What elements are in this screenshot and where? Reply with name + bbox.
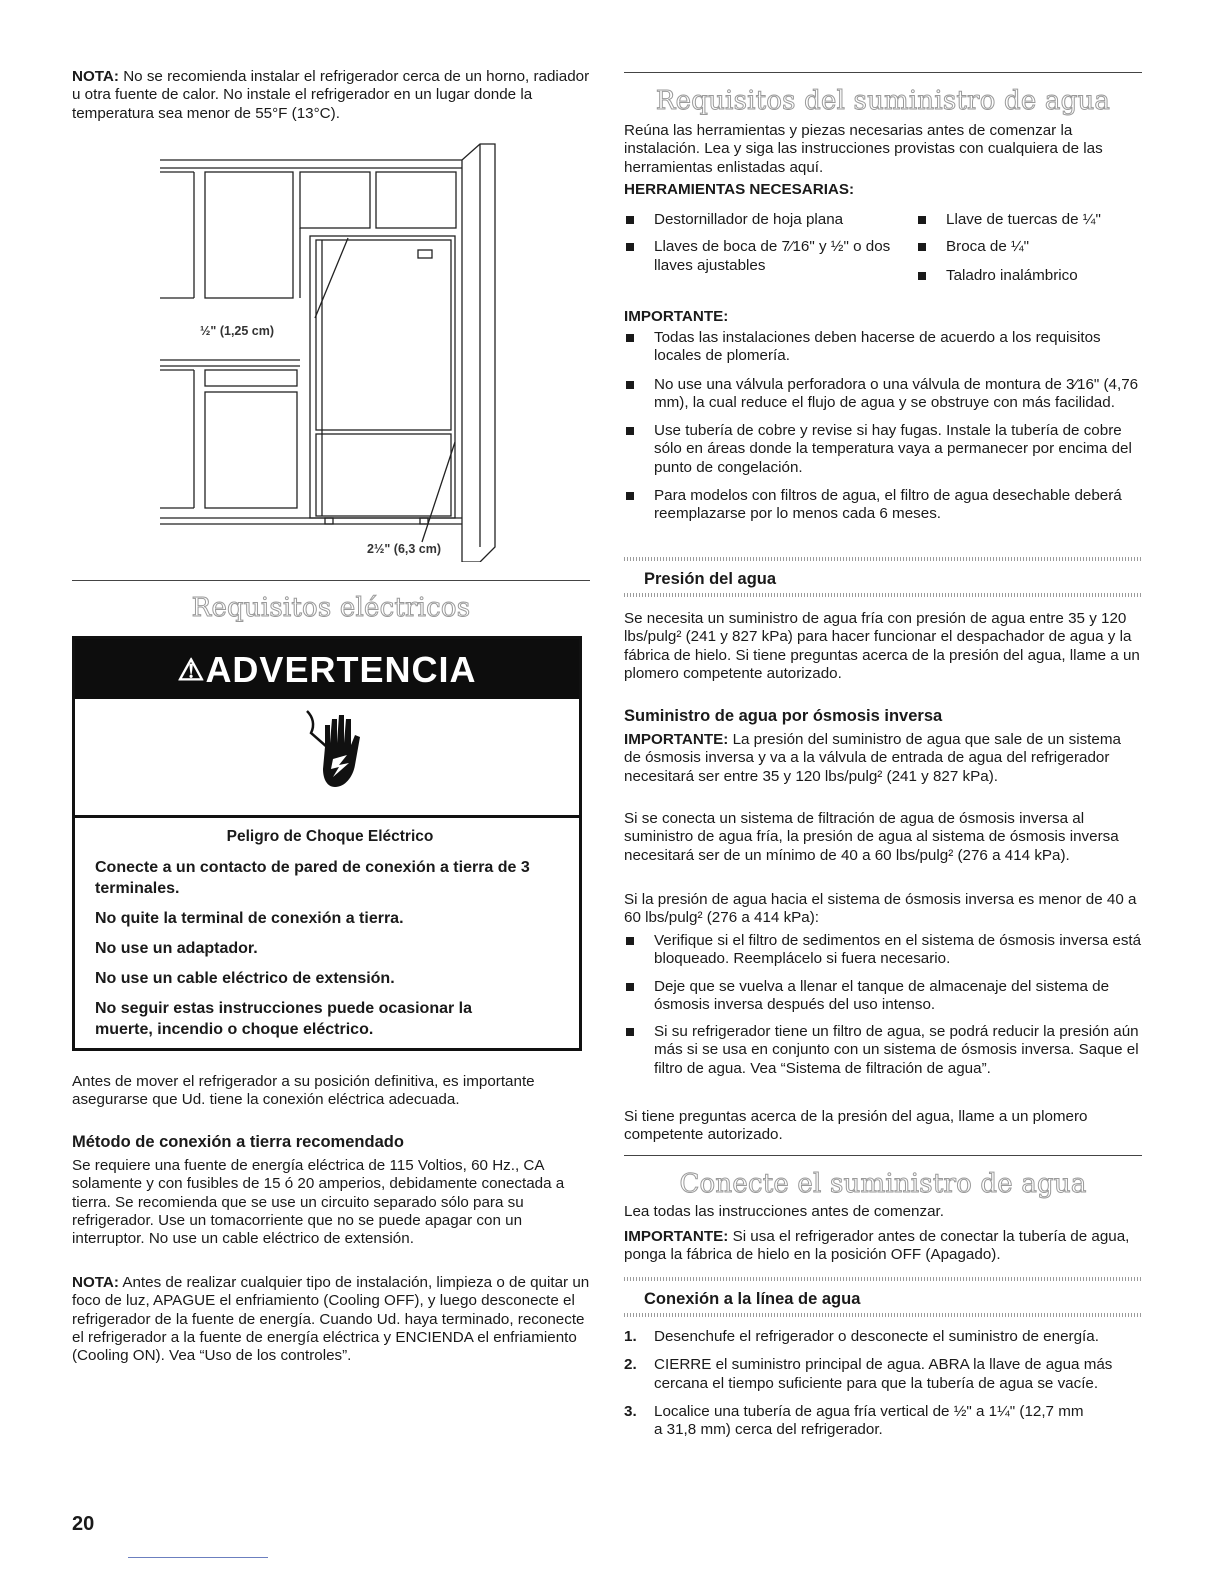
step-number: 2. [624, 1356, 637, 1374]
list-item: Si su refrigerador tiene un filtro de agua, se podrá reducir la presión aún más si se usa en conjunto con un sistema de ósmosis inversa. Saque el filtro de agua. Vea “Sistema de filtración de agua”. [624, 1023, 1142, 1078]
nota2-label: NOTA: [72, 1274, 119, 1291]
section-divider [624, 1155, 1142, 1156]
list-item: Deje que se vuelva a llenar el tanque de almacenaje del sistema de ósmosis inversa después del uso intenso. [624, 978, 1142, 1015]
step-number: 3. [624, 1402, 637, 1420]
ro-closing: Si tiene preguntas acerca de la presión del agua, llame a un plomero competente autorizado. [624, 1108, 1088, 1144]
section-divider [624, 72, 1142, 73]
hatch-rule [624, 593, 1142, 597]
warning-body [95, 826, 565, 1040]
installation-diagram [150, 142, 500, 562]
method-text: Se requiere una fuente de energía eléctrica de 115 Voltios, 60 Hz., CA solamente y con fusibles de 15 ó 20 amperios, debidamente conectada a tierra. Se recomienda que se use un circuito separado sólo para su refrigerador. Use un tomacorriente que no se puede apagar con un interruptor. No use un cable eléctrico de extensión. [72, 1157, 565, 1248]
ro-list [624, 932, 1142, 1078]
ro-important-label: IMPORTANTE: [624, 731, 729, 748]
step-text: Desenchufe el refrigerador o desconecte el suministro de energía. [654, 1328, 1099, 1345]
connect-intro: Lea todas las instrucciones antes de comenzar. [624, 1203, 944, 1220]
warning-box [72, 636, 582, 1051]
warning-triangle-icon: ⚠ [177, 654, 206, 687]
warning-divider [75, 815, 579, 818]
nota2-text: Antes de realizar cualquier tipo de instalación, limpieza o de quitar un foco de luz, APAGUE el enfriamiento (Cooling OFF), y luego desconecte el refrigerador de la fuente de energía. Cuando Ud. haya terminado, reconecte el refrigerador a la fuente de energía eléctrica y ENCIENDA el enfriamiento (Cooling ON). Vea “Uso de los controles”. [72, 1274, 590, 1365]
page-number: 20 [72, 1513, 95, 1535]
section-title-electrical: Requisitos eléctricos [191, 593, 471, 623]
connect-important [624, 1228, 1142, 1265]
warning-line: Conecte a un contacto de pared de conexión a tierra de 3 terminales. [95, 859, 530, 897]
list-item: Destornillador de hoja plana [624, 211, 896, 229]
warning-line: No use un cable eléctrico de extensión. [95, 970, 395, 987]
list-item: Broca de ¼" [916, 238, 1142, 256]
electric-shock-hand-icon [303, 707, 373, 797]
warning-line: No use un adaptador. [95, 940, 258, 957]
list-item: Verifique si el filtro de sedimentos en el sistema de ósmosis inversa está bloqueado. Reemplácelo si fuera necesario. [624, 932, 1142, 969]
tools-list-2 [916, 211, 1142, 285]
ro-paragraph-3: Si la presión de agua hacia el sistema de ósmosis inversa es menor de 40 a 60 lbs/pulg² (276 a 414 kPa): [624, 891, 1137, 927]
footer-rule [128, 1557, 268, 1558]
list-item: Para modelos con filtros de agua, el filtro de agua desechable deberá reemplazarse por lo menos cada 6 meses. [624, 487, 1142, 524]
water-intro: Reúna las herramientas y piezas necesarias antes de comenzar la instalación. Lea y siga las instrucciones provistas con cualquiera de las herramientas enlistadas aquí. [624, 122, 1103, 176]
section-title-water: Requisitos del suministro de agua [655, 86, 1111, 116]
warning-header-text: ADVERTENCIA [205, 649, 477, 690]
diagram-label-bottom: 2½" (6,3 cm) [367, 542, 442, 556]
diagram-label-top: ½" (1,25 cm) [200, 324, 275, 338]
ro-heading: Suministro de agua por ósmosis inversa [624, 707, 943, 725]
method-heading: Método de conexión a tierra recomendado [72, 1133, 404, 1151]
step-item [624, 1328, 1142, 1346]
list-item: No use una válvula perforadora o una válvula de montura de 3⁄16" (4,76 mm), la cual reduce el flujo de agua y se obstruye con más facilidad. [624, 376, 1142, 413]
step-item [624, 1356, 1142, 1393]
tools-list-1 [624, 211, 896, 275]
section-title-connect: Conecte el suministro de agua [679, 1169, 1087, 1199]
step-text: Localice una tubería de agua fría vertical de ½" a 1¼" (12,7 mm a 31,8 mm) cerca del refrigerador. [654, 1402, 1084, 1439]
warning-header [75, 639, 579, 699]
nota-text: No se recomienda instalar el refrigerador cerca de un horno, radiador u otra fuente de calor. No instale el refrigerador en un lugar donde la temperatura sea menor de 55°F (13°C). [72, 68, 590, 122]
step-text: CIERRE el suministro principal de agua. ABRA la llave de agua más cercana el tiempo suficiente para que la tubería de agua se vacíe. [654, 1356, 1113, 1392]
list-item: Taladro inalámbrico [916, 267, 1142, 285]
list-item: Llaves de boca de 7⁄16" y ½" o dos llaves ajustables [624, 238, 892, 275]
hatch-rule [624, 557, 1142, 561]
important-heading: IMPORTANTE: [624, 308, 729, 325]
important-list [624, 329, 1142, 524]
tools-heading: HERRAMIENTAS NECESARIAS: [624, 181, 855, 198]
pressure-heading: Presión del agua [644, 570, 777, 588]
step-number: 1. [624, 1328, 637, 1345]
hatch-rule [624, 1277, 1142, 1281]
connect-important-label: IMPORTANTE: [624, 1228, 729, 1245]
steps-list [624, 1328, 1142, 1439]
line-heading: Conexión a la línea de agua [644, 1290, 861, 1308]
list-item: Todas las instalaciones deben hacerse de acuerdo a los requisitos locales de plomería. [624, 329, 1142, 366]
warning-line: No quite la terminal de conexión a tierra. [95, 910, 404, 927]
ro-paragraph-2: Si se conecta un sistema de filtración de agua de ósmosis inversa al suministro de agua fría, la presión de agua al sistema de ósmosis inversa necesitará ser de un mínimo de 40 a 60 lbs/pulg² (276 a 414 kPa). [624, 810, 1119, 864]
connect-important-text: Si usa el refrigerador antes de conectar la tubería de agua, ponga la fábrica de hielo en la posición OFF (Apagado). [624, 1228, 1130, 1264]
ro-important [624, 731, 1142, 786]
list-item: Llave de tuercas de ¼" [916, 211, 1142, 229]
warning-line: No seguir estas instrucciones puede ocasionar la muerte, incendio o choque eléctrico. [95, 1000, 473, 1038]
section-divider [72, 580, 590, 581]
ro-important-text: La presión del suministro de agua que sale de un sistema de ósmosis inversa y va a la válvula de entrada de agua del refrigerador necesitará ser entre 35 y 120 lbs/pulg² (241 y 827 kPa). [624, 731, 1121, 785]
pressure-text: Se necesita un suministro de agua fría con presión de agua entre 35 y 120 lbs/pulg² (241 y 827 kPa) para hacer funcionar el despachador de agua y la fábrica de hielo. Si tiene preguntas acerca de la presión del agua, llame a un plomero competente autorizado. [624, 610, 1140, 682]
nota2-paragraph [72, 1274, 590, 1365]
list-item: Use tubería de cobre y revise si hay fugas. Instale la tubería de cobre sólo en áreas donde la temperatura vaya a permanecer por encima del punto de congelación. [624, 422, 1142, 477]
hatch-rule [624, 1313, 1142, 1317]
warning-subtitle: Peligro de Choque Eléctrico [226, 828, 434, 845]
step-item [624, 1403, 1142, 1440]
nota-paragraph [72, 68, 590, 123]
nota-label: NOTA: [72, 68, 119, 85]
electrical-intro: Antes de mover el refrigerador a su posición definitiva, es importante asegurarse que Ud. tiene la conexión eléctrica adecuada. [72, 1073, 535, 1109]
